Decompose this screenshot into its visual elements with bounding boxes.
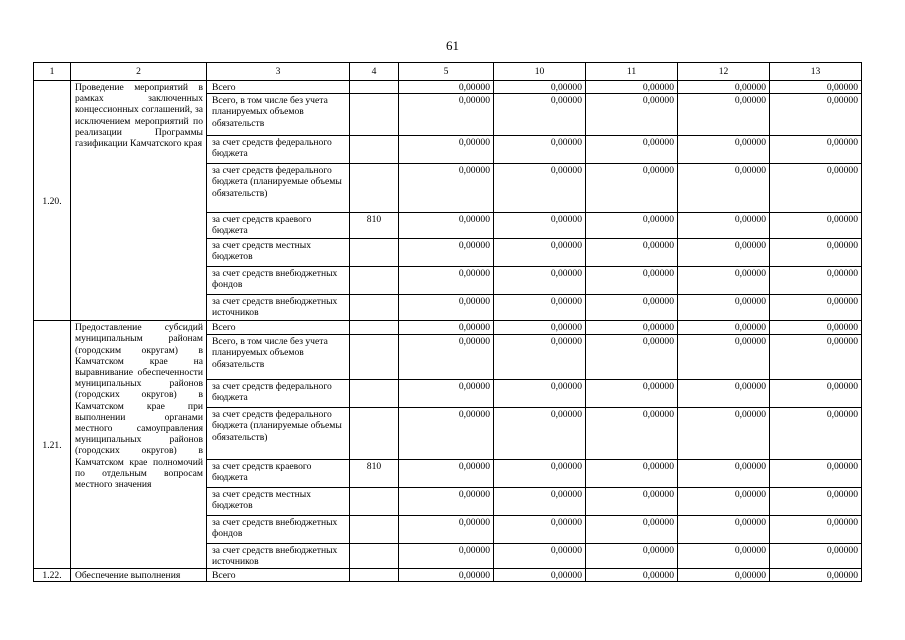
amount-value: 0,00000 <box>494 164 586 213</box>
amount-value: 0,00000 <box>678 267 770 295</box>
amount-value: 0,00000 <box>770 295 862 321</box>
amount-value: 0,00000 <box>678 516 770 544</box>
section-number: 1.20. <box>34 81 71 321</box>
amount-value: 0,00000 <box>586 295 678 321</box>
funding-source: за счет средств местных бюджетов <box>207 488 350 516</box>
budget-code <box>350 94 399 136</box>
amount-value: 0,00000 <box>770 380 862 408</box>
funding-source: за счет средств внебюджетных источников <box>207 295 350 321</box>
header-cell: 12 <box>678 63 770 81</box>
amount-value: 0,00000 <box>399 321 494 335</box>
amount-value: 0,00000 <box>586 488 678 516</box>
funding-source: за счет средств краевого бюджета <box>207 213 350 239</box>
amount-value: 0,00000 <box>770 516 862 544</box>
budget-code <box>350 267 399 295</box>
amount-value: 0,00000 <box>770 544 862 569</box>
funding-source: за счет средств внебюджетных источников <box>207 544 350 569</box>
amount-value: 0,00000 <box>586 81 678 94</box>
amount-value: 0,00000 <box>494 136 586 164</box>
amount-value: 0,00000 <box>586 267 678 295</box>
amount-value: 0,00000 <box>494 516 586 544</box>
table-body <box>34 63 862 582</box>
budget-code: 810 <box>350 460 399 488</box>
amount-value: 0,00000 <box>770 267 862 295</box>
budget-code <box>350 295 399 321</box>
amount-value: 0,00000 <box>399 267 494 295</box>
amount-value: 0,00000 <box>494 81 586 94</box>
budget-code <box>350 380 399 408</box>
amount-value: 0,00000 <box>586 460 678 488</box>
funding-source: Всего, в том числе без учета планируемых объемов обязательств <box>207 94 350 136</box>
amount-value: 0,00000 <box>494 267 586 295</box>
amount-value: 0,00000 <box>678 136 770 164</box>
amount-value: 0,00000 <box>399 295 494 321</box>
table-row <box>34 569 862 582</box>
funding-source: за счет средств местных бюджетов <box>207 239 350 267</box>
amount-value: 0,00000 <box>678 544 770 569</box>
amount-value: 0,00000 <box>494 213 586 239</box>
amount-value: 0,00000 <box>494 335 586 380</box>
funding-source: Всего <box>207 321 350 335</box>
amount-value: 0,00000 <box>494 295 586 321</box>
budget-table-container <box>33 62 862 582</box>
amount-value: 0,00000 <box>399 239 494 267</box>
amount-value: 0,00000 <box>494 94 586 136</box>
budget-table <box>33 62 862 582</box>
amount-value: 0,00000 <box>586 136 678 164</box>
header-cell: 11 <box>586 63 678 81</box>
amount-value: 0,00000 <box>770 335 862 380</box>
funding-source: за счет средств федерального бюджета (планируемые объемы обязательств) <box>207 408 350 460</box>
budget-code: 810 <box>350 213 399 239</box>
amount-value: 0,00000 <box>399 516 494 544</box>
amount-value: 0,00000 <box>494 544 586 569</box>
amount-value: 0,00000 <box>586 213 678 239</box>
amount-value: 0,00000 <box>678 94 770 136</box>
table-row <box>34 321 862 335</box>
amount-value: 0,00000 <box>494 321 586 335</box>
amount-value: 0,00000 <box>770 213 862 239</box>
amount-value: 0,00000 <box>494 380 586 408</box>
amount-value: 0,00000 <box>678 239 770 267</box>
amount-value: 0,00000 <box>770 460 862 488</box>
amount-value: 0,00000 <box>770 321 862 335</box>
funding-source: Всего, в том числе без учета планируемых объемов обязательств <box>207 335 350 380</box>
amount-value: 0,00000 <box>678 164 770 213</box>
amount-value: 0,00000 <box>399 380 494 408</box>
budget-code <box>350 81 399 94</box>
budget-code <box>350 569 399 582</box>
amount-value: 0,00000 <box>399 460 494 488</box>
amount-value: 0,00000 <box>586 544 678 569</box>
amount-value: 0,00000 <box>399 335 494 380</box>
funding-source: за счет средств внебюджетных фондов <box>207 267 350 295</box>
amount-value: 0,00000 <box>770 81 862 94</box>
amount-value: 0,00000 <box>770 408 862 460</box>
funding-source: за счет средств внебюджетных фондов <box>207 516 350 544</box>
amount-value: 0,00000 <box>678 380 770 408</box>
header-cell: 2 <box>71 63 207 81</box>
amount-value: 0,00000 <box>494 239 586 267</box>
amount-value: 0,00000 <box>399 136 494 164</box>
amount-value: 0,00000 <box>678 488 770 516</box>
amount-value: 0,00000 <box>586 516 678 544</box>
amount-value: 0,00000 <box>494 460 586 488</box>
header-cell: 3 <box>207 63 350 81</box>
amount-value: 0,00000 <box>399 213 494 239</box>
table-row <box>34 81 862 94</box>
header-cell: 1 <box>34 63 71 81</box>
budget-code <box>350 516 399 544</box>
amount-value: 0,00000 <box>399 544 494 569</box>
amount-value: 0,00000 <box>770 94 862 136</box>
section-number: 1.21. <box>34 321 71 569</box>
amount-value: 0,00000 <box>770 136 862 164</box>
section-name: Проведение мероприятий в рамках заключенных концессионных соглашений, за исключением мероприятий по реализации Программы газификации Камчатского края <box>71 81 207 321</box>
amount-value: 0,00000 <box>586 335 678 380</box>
amount-value: 0,00000 <box>399 81 494 94</box>
amount-value: 0,00000 <box>770 164 862 213</box>
amount-value: 0,00000 <box>678 408 770 460</box>
funding-source: за счет средств федерального бюджета (планируемые объемы обязательств) <box>207 164 350 213</box>
amount-value: 0,00000 <box>586 569 678 582</box>
amount-value: 0,00000 <box>678 569 770 582</box>
amount-value: 0,00000 <box>678 81 770 94</box>
budget-code <box>350 136 399 164</box>
funding-source: за счет средств краевого бюджета <box>207 460 350 488</box>
page-number: 61 <box>446 38 459 53</box>
header-cell: 13 <box>770 63 862 81</box>
amount-value: 0,00000 <box>399 408 494 460</box>
amount-value: 0,00000 <box>586 380 678 408</box>
amount-value: 0,00000 <box>586 164 678 213</box>
amount-value: 0,00000 <box>678 460 770 488</box>
section-name: Обеспечение выполнения <box>71 569 207 582</box>
funding-source: за счет средств федерального бюджета <box>207 380 350 408</box>
amount-value: 0,00000 <box>399 569 494 582</box>
budget-code <box>350 408 399 460</box>
amount-value: 0,00000 <box>678 295 770 321</box>
amount-value: 0,00000 <box>494 569 586 582</box>
amount-value: 0,00000 <box>678 335 770 380</box>
budget-code <box>350 164 399 213</box>
amount-value: 0,00000 <box>770 239 862 267</box>
funding-source: Всего <box>207 81 350 94</box>
amount-value: 0,00000 <box>586 94 678 136</box>
amount-value: 0,00000 <box>399 94 494 136</box>
header-row <box>34 63 862 81</box>
amount-value: 0,00000 <box>586 239 678 267</box>
amount-value: 0,00000 <box>494 488 586 516</box>
header-cell: 5 <box>399 63 494 81</box>
section-number: 1.22. <box>34 569 71 582</box>
amount-value: 0,00000 <box>399 488 494 516</box>
amount-value: 0,00000 <box>770 569 862 582</box>
header-cell: 10 <box>494 63 586 81</box>
amount-value: 0,00000 <box>770 488 862 516</box>
header-cell: 4 <box>350 63 399 81</box>
budget-code <box>350 544 399 569</box>
budget-code <box>350 239 399 267</box>
amount-value: 0,00000 <box>678 213 770 239</box>
amount-value: 0,00000 <box>678 321 770 335</box>
amount-value: 0,00000 <box>586 408 678 460</box>
section-name: Предоставление субсидий муниципальным районам (городским округам) в Камчатском крае на выравнивание обеспеченности муниципальных районов (городских округов) в Камчатском крае при выполнении органами местного самоуправления муниципальных районов (городских округов) в Камчатском крае полномочий по отдельным вопросам местного значения <box>71 321 207 569</box>
budget-code <box>350 488 399 516</box>
amount-value: 0,00000 <box>494 408 586 460</box>
amount-value: 0,00000 <box>399 164 494 213</box>
budget-code <box>350 321 399 335</box>
amount-value: 0,00000 <box>586 321 678 335</box>
budget-code <box>350 335 399 380</box>
funding-source: за счет средств федерального бюджета <box>207 136 350 164</box>
funding-source: Всего <box>207 569 350 582</box>
